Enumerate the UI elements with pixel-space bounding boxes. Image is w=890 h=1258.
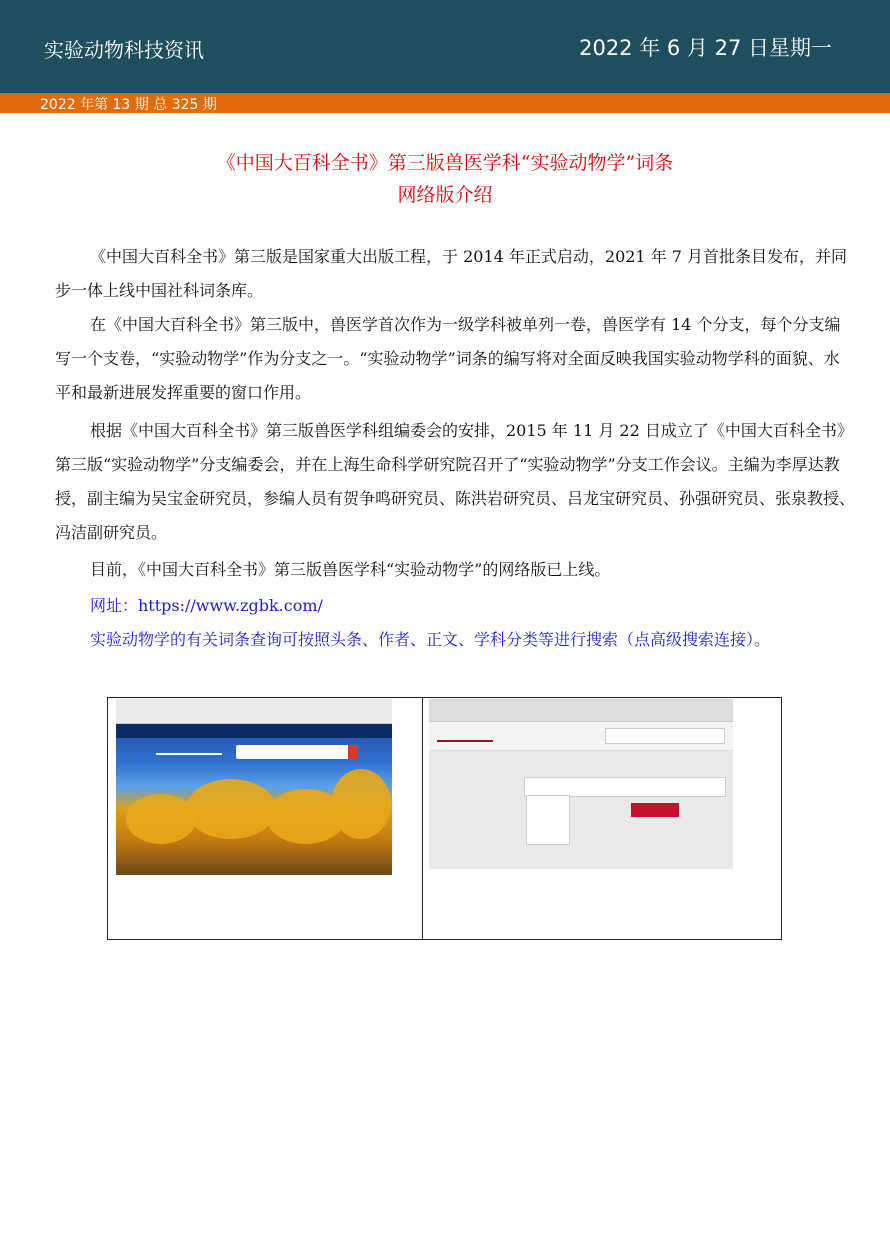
issue-number: 2022 年第 13 期 总 325 期: [40, 97, 217, 113]
homepage-screenshot: [116, 699, 392, 875]
tree-image: [186, 779, 276, 839]
site-logo: [156, 743, 222, 755]
site-header: [429, 722, 733, 751]
table-divider: [422, 698, 423, 939]
issue-date: 2022 年 6 月 27 日星期一: [579, 36, 832, 60]
browser-chrome: [116, 699, 392, 724]
advanced-search-screenshot: [429, 699, 733, 869]
search-instruction: 实验动物学的有关词条查询可按照头条、作者、正文、学科分类等进行搜索（点高级搜索连接）。: [90, 630, 771, 649]
paragraph-3: 根据《中国大百科全书》第三版兽医学科组编委会的安排，2015 年 11 月 22 日成立了《中国大百科全书》第三版“实验动物学”分支编委会，并在上海生命科学研究院召开了“实验动物学”分支工作会议。主编为李厚达教授，副主编为吴宝金研究员，参编人员有贺争鸣研究员、陈洪岩研究员、吕龙宝研究员、孙强研究员、张泉教授、冯洁副研究员。: [55, 421, 856, 542]
tree-image: [126, 794, 196, 844]
header-bar: [0, 0, 890, 93]
publication-name: 实验动物科技资讯: [44, 38, 204, 62]
advanced-search-field: [524, 777, 726, 797]
website-link[interactable]: 网址：https://www.zgbk.com/: [90, 596, 323, 615]
paragraph-2: 在《中国大百科全书》第三版中，兽医学首次作为一级学科被单列一卷，兽医学有 14 个分支，每个分支编写一个支卷，“实验动物学”作为分支之一。“实验动物学”词条的编写将对全面反映我国实验动物学科的面貌、水平和最新进展发挥重要的窗口作用。: [55, 315, 841, 402]
search-box: [236, 745, 356, 759]
search-box: [605, 728, 725, 744]
site-nav: [116, 724, 392, 738]
screenshot-table: [107, 697, 782, 940]
search-icon: [348, 745, 358, 759]
search-button: [631, 803, 679, 817]
browser-chrome: [429, 699, 733, 722]
article-title-line2: 网络版介绍: [397, 184, 493, 206]
site-logo: [437, 732, 493, 742]
search-type-dropdown: [526, 795, 570, 845]
paragraph-4: 目前，《中国大百科全书》第三版兽医学科“实验动物学”的网络版已上线。: [90, 560, 611, 579]
paragraph-1: 《中国大百科全书》第三版是国家重大出版工程，于 2014 年正式启动，2021 年 7 月首批条目发布，并同步一体上线中国社科词条库。: [55, 247, 848, 300]
tree-image: [331, 769, 391, 839]
article-title: 《中国大百科全书》第三版兽医学科“实验动物学”词条: [216, 152, 674, 174]
issue-bar: [0, 93, 890, 113]
